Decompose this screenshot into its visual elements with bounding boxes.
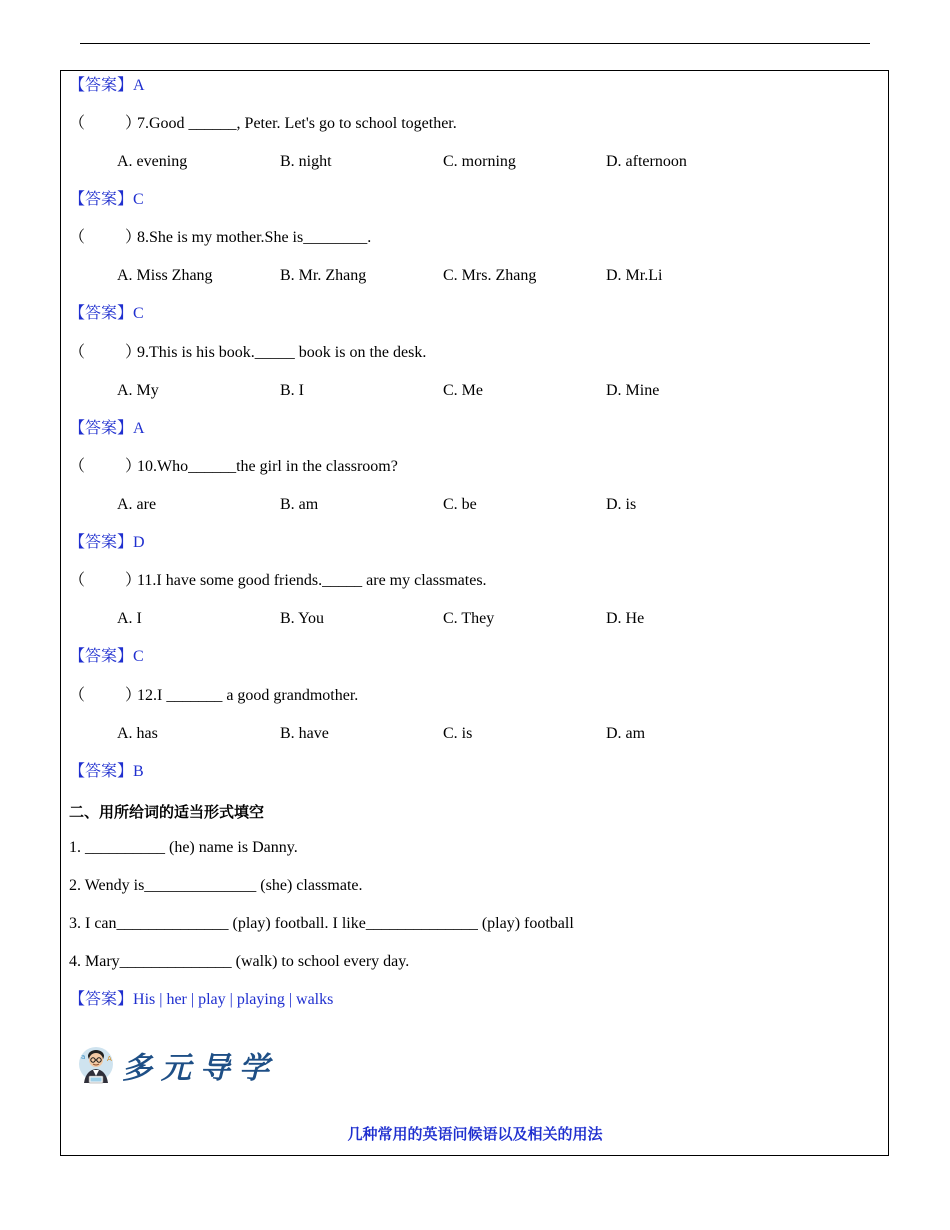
answer-value: C xyxy=(133,648,144,665)
svg-text:a: a xyxy=(81,1053,86,1061)
answer-value: C xyxy=(133,305,144,322)
answer-value: D xyxy=(133,534,145,551)
logo xyxy=(76,1042,278,1088)
footer-link-text[interactable]: 几种常用的英语问候语以及相关的用法 xyxy=(347,1125,603,1143)
question-12 xyxy=(69,686,358,706)
answer-prefix: 【答案】 xyxy=(69,534,134,551)
answer-prefix: 【答案】 xyxy=(69,77,134,94)
answer-line xyxy=(69,762,144,782)
answer-blank: （ ） xyxy=(69,687,142,704)
option-c: C. morning xyxy=(443,153,516,170)
answer-prefix: 【答案】 xyxy=(69,763,134,780)
fill-item: 2. Wendy is______________ (she) classmate. xyxy=(69,877,363,894)
option-c: C. Me xyxy=(443,382,483,399)
question-8 xyxy=(69,228,371,248)
question-text: 8.She is my mother.She is________. xyxy=(137,229,372,246)
option-a: A. are xyxy=(117,496,157,513)
option-b: B. night xyxy=(280,153,332,170)
option-d: D. am xyxy=(606,725,646,742)
option-a: A. Miss Zhang xyxy=(117,267,213,284)
option-d: D. Mr.Li xyxy=(606,267,663,284)
answer-line xyxy=(69,533,145,553)
fill-item: 1. __________ (he) name is Danny. xyxy=(69,839,298,856)
question-7 xyxy=(69,114,457,134)
answer-blank: （ ） xyxy=(69,229,142,246)
question-text: 7.Good ______, Peter. Let's go to school together. xyxy=(137,115,457,132)
answer-blank: （ ） xyxy=(69,458,142,475)
option-b: B. You xyxy=(280,610,325,627)
option-b: B. I xyxy=(280,382,304,399)
fill-item: 4. Mary______________ (walk) to school every day. xyxy=(69,953,410,970)
fill-item: 3. I can______________ (play) football. I like______________ (play) football xyxy=(69,915,574,932)
question-text: 10.Who______the girl in the classroom? xyxy=(137,458,398,475)
answer-value: B xyxy=(133,763,144,780)
option-c: C. be xyxy=(443,496,477,513)
answer-blank: （ ） xyxy=(69,115,142,132)
option-b: B. am xyxy=(280,496,319,513)
option-d: D. Mine xyxy=(606,382,660,399)
option-b: B. Mr. Zhang xyxy=(280,267,367,284)
section-heading: 二、用所给词的适当形式填空 xyxy=(69,803,265,821)
answer-prefix: 【答案】 xyxy=(69,191,134,208)
option-d: D. He xyxy=(606,610,645,627)
option-a: A. evening xyxy=(117,153,188,170)
answer-line xyxy=(69,76,145,96)
option-a: A. My xyxy=(117,382,159,399)
header-rule xyxy=(80,43,870,44)
answer-line xyxy=(69,304,144,324)
option-d: D. afternoon xyxy=(606,153,687,170)
question-text: 9.This is his book._____ book is on the desk. xyxy=(137,344,427,361)
option-d: D. is xyxy=(606,496,637,513)
option-c: C. Mrs. Zhang xyxy=(443,267,537,284)
logo-text: 多元导学 xyxy=(122,1051,278,1086)
answer-line xyxy=(69,419,145,439)
answer-prefix: 【答案】 xyxy=(69,305,134,322)
question-text: 11.I have some good friends._____ are my classmates. xyxy=(137,572,487,589)
option-a: A. I xyxy=(117,610,142,627)
svg-text:A: A xyxy=(107,1055,112,1063)
question-9 xyxy=(69,343,426,363)
answer-value: A xyxy=(133,77,145,94)
option-a: A. has xyxy=(117,725,158,742)
option-b: B. have xyxy=(280,725,329,742)
answer-prefix: 【答案】 xyxy=(69,420,134,437)
answer-value: A xyxy=(133,420,145,437)
teacher-avatar-icon xyxy=(76,1043,116,1087)
option-c: C. They xyxy=(443,610,495,627)
answer-value: C xyxy=(133,191,144,208)
question-text: 12.I _______ a good grandmother. xyxy=(137,687,359,704)
answer-blank: （ ） xyxy=(69,344,142,361)
answer-value: His | her | play | playing | walks xyxy=(133,991,334,1008)
answer-line xyxy=(69,990,333,1010)
answer-blank: （ ） xyxy=(69,572,142,589)
answer-line xyxy=(69,647,144,667)
question-11 xyxy=(69,571,487,591)
answer-line xyxy=(69,190,144,210)
answer-prefix: 【答案】 xyxy=(69,648,134,665)
answer-prefix: 【答案】 xyxy=(69,991,134,1008)
question-10 xyxy=(69,457,398,477)
option-c: C. is xyxy=(443,725,473,742)
